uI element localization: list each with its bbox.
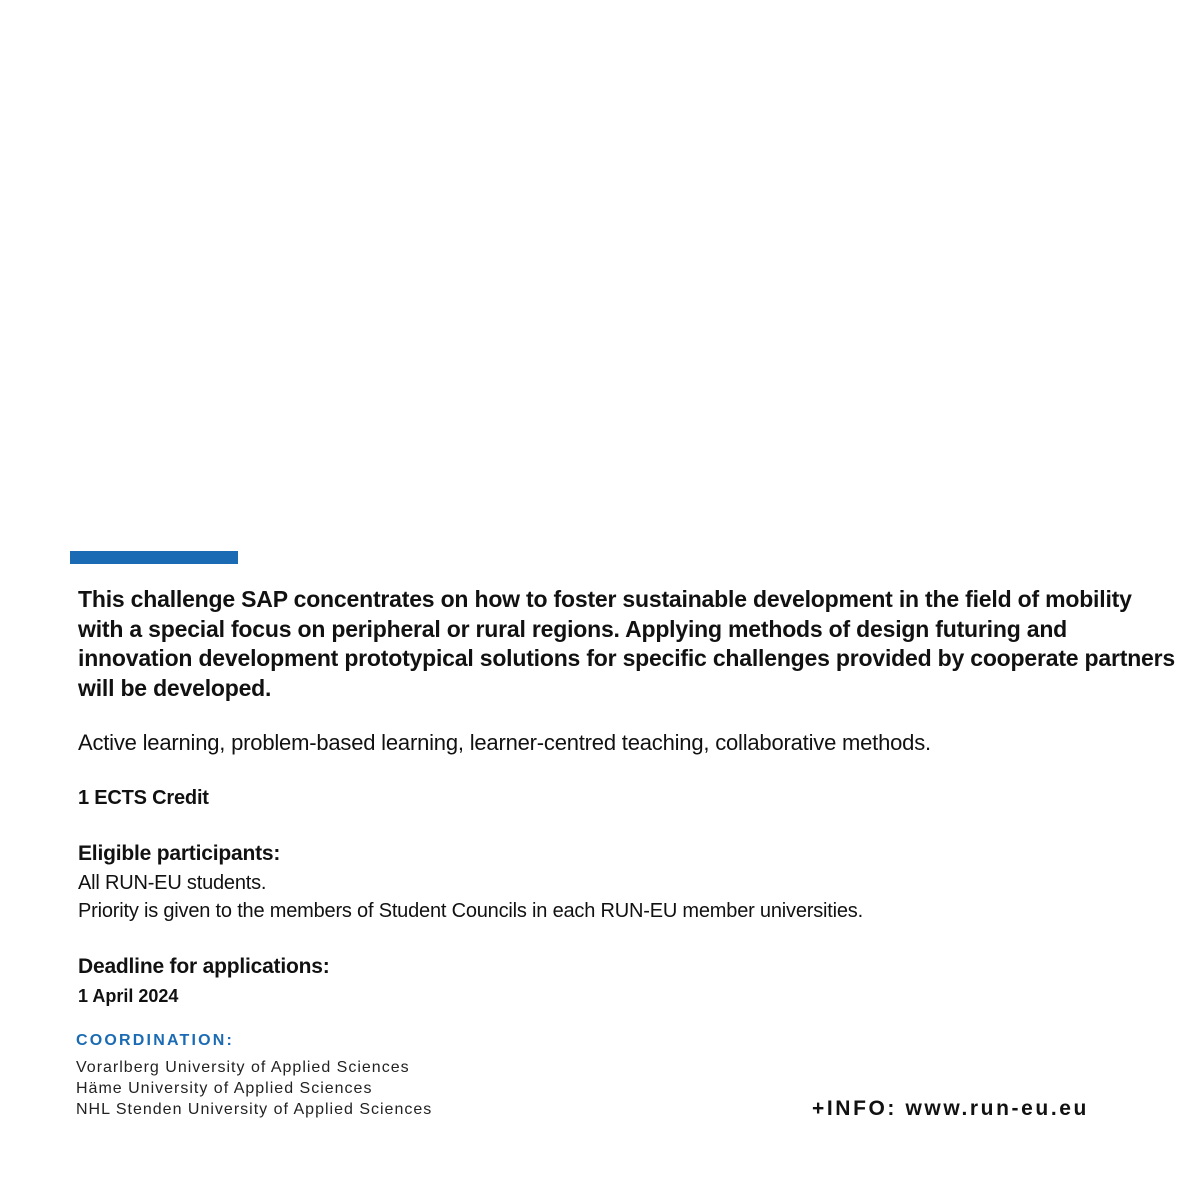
eligible-line: All RUN-EU students. — [78, 872, 267, 894]
deadline-date: 1 April 2024 — [78, 986, 179, 1006]
coordination-list — [76, 1057, 432, 1120]
intro-paragraph: This challenge SAP concentrates on how to foster sustainable development in the field of mobility with a special focus on peripheral or rural regions. Applying methods of design futuring and innovation development prototypical solutions for specific challenges provided by cooperate partners will be developed. — [78, 586, 1175, 701]
credits-text: 1 ECTS Credit — [78, 787, 209, 809]
deadline-heading: Deadline for applications: — [78, 955, 330, 978]
methods-text: Active learning, problem-based learning, learner-centred teaching, collaborative methods. — [78, 730, 931, 755]
accent-bar — [70, 551, 238, 564]
eligible-heading: Eligible participants: — [78, 842, 281, 865]
coordination-institution: Häme University of Applied Sciences — [76, 1080, 373, 1097]
coordination-institution: NHL Stenden University of Applied Sciences — [76, 1101, 433, 1118]
coordination-title: COORDINATION: — [76, 1032, 235, 1049]
eligible-line: Priority is given to the members of Student Councils in each RUN-EU member universities. — [78, 900, 863, 922]
info-link[interactable]: +INFO: www.run-eu.eu — [812, 1097, 1089, 1120]
coordination-institution: Vorarlberg University of Applied Sciences — [76, 1059, 410, 1076]
